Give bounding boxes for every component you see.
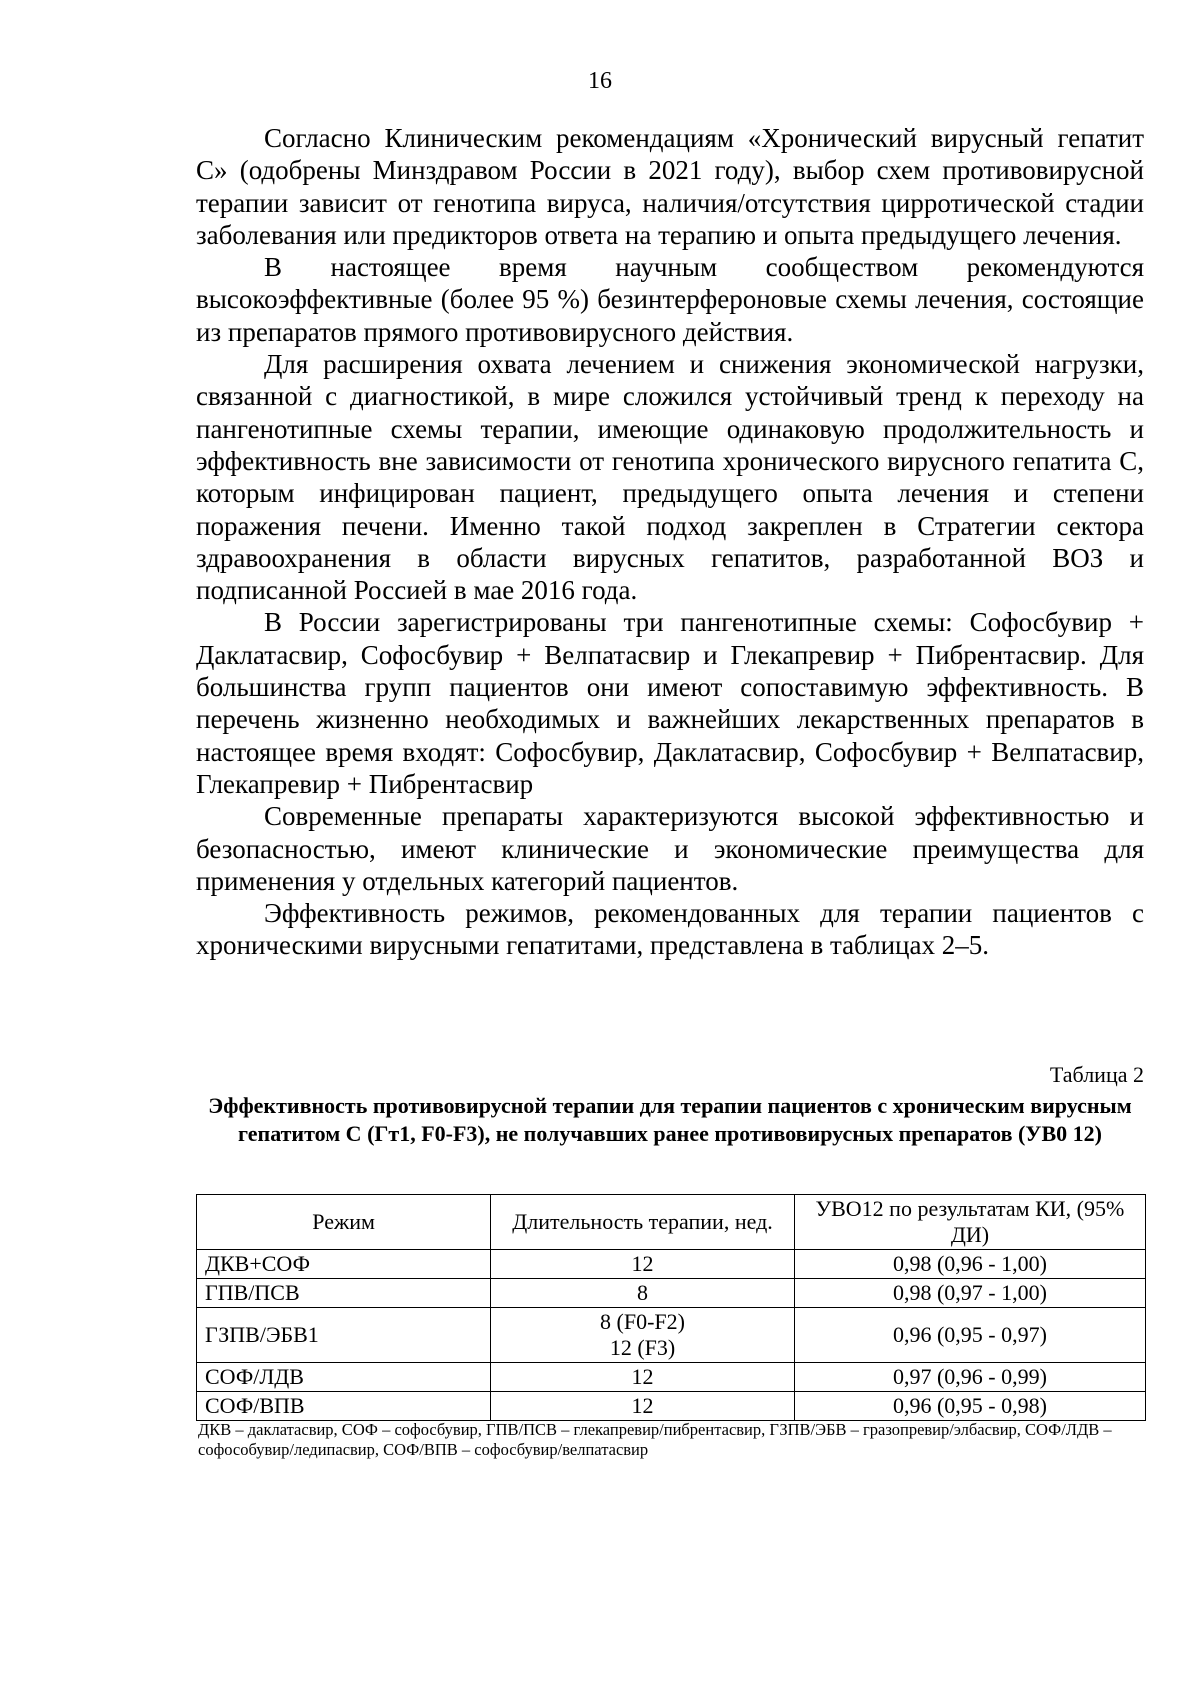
duration-line: 12 (F3) — [609, 1335, 676, 1360]
table-row — [197, 1363, 1146, 1392]
table-footnote: ДКВ – даклатасвир, СОФ – софосбувир, ГПВ/ПСВ – глекапревир/пибрентасвир, ГЗПВ/ЭБВ – гразопревир/элбасвир, СОФ/ЛДВ – софособувир/ледипасвир, СОФ/ВПВ – софосбувир/велпатасвир — [198, 1420, 1112, 1459]
body-text — [196, 122, 1144, 962]
duration-line: 12 — [631, 1251, 654, 1276]
table-header-row — [197, 1195, 1146, 1250]
efficacy-table — [196, 1194, 1146, 1421]
cell-svr: 0,98 (0,97 - 1,00) — [794, 1279, 1145, 1308]
cell-svr: 0,98 (0,96 - 1,00) — [794, 1250, 1145, 1279]
duration-line: 8 — [637, 1280, 649, 1305]
duration-line: 12 — [631, 1393, 654, 1418]
header-duration: Длительность терапии, нед. — [491, 1195, 795, 1250]
table-title: Эффективность противовирусной терапии для терапии пациентов с хроническим вирусным гепатитом С (Гт1, F0-F3), не получавших ранее противовирусных препаратов (УВ0 12) — [208, 1093, 1132, 1146]
duration-line: 12 — [631, 1364, 654, 1389]
cell-svr: 0,97 (0,96 - 0,99) — [794, 1363, 1145, 1392]
paragraph-5: Современные препараты характеризуются высокой эффективностью и безопасностью, имеют клинические и экономические преимущества для применения у отдельных категорий пациентов. — [196, 801, 1144, 896]
cell-duration — [491, 1308, 795, 1363]
table-row — [197, 1250, 1146, 1279]
cell-duration — [491, 1363, 795, 1392]
cell-duration — [491, 1250, 795, 1279]
table-row — [197, 1308, 1146, 1363]
cell-duration — [491, 1279, 795, 1308]
header-svr: УВО12 по результатам КИ, (95% ДИ) — [794, 1195, 1145, 1250]
paragraph-2: В настоящее время научным сообществом рекомендуются высокоэффективные (более 95 %) безинтерфероновые схемы лечения, состоящие из препаратов прямого противовирусного действия. — [196, 252, 1144, 347]
cell-regimen: ДКВ+СОФ — [197, 1250, 491, 1279]
cell-regimen: ГПВ/ПСВ — [197, 1279, 491, 1308]
paragraph-4: В России зарегистрированы три пангенотипные схемы: Софосбувир + Даклатасвир, Софосбувир + Велпатасвир и Глекапревир + Пибрентасвир. Для большинства групп пациентов они имеют сопоставимую эффективность. В перечень жизненно необходимых и важнейших лекарственных препаратов в настоящее время входят: Софосбувир, Даклатасвир, Софосбувир + Велпатасвир, Глекапревир + Пибрентасвир — [196, 607, 1144, 799]
cell-svr: 0,96 (0,95 - 0,97) — [794, 1308, 1145, 1363]
header-regimen: Режим — [197, 1195, 491, 1250]
cell-duration — [491, 1392, 795, 1421]
table-row — [197, 1392, 1146, 1421]
cell-regimen: СОФ/ЛДВ — [197, 1363, 491, 1392]
duration-line: 8 (F0-F2) — [600, 1309, 685, 1334]
cell-svr: 0,96 (0,95 - 0,98) — [794, 1392, 1145, 1421]
paragraph-1: Согласно Клиническим рекомендациям «Хронический вирусный гепатит С» (одобрены Минздравом России в 2021 году), выбор схем противовирусной терапии зависит от генотипа вируса, наличия/отсутствия цирротической стадии заболевания или предикторов ответа на терапию и опыта предыдущего лечения. — [196, 123, 1144, 250]
paragraph-6: Эффективность режимов, рекомендованных для терапии пациентов с хроническими вирусными гепатитами, представлена в таблицах 2–5. — [196, 898, 1144, 961]
table-label: Таблица 2 — [1049, 1062, 1144, 1087]
cell-regimen: ГЗПВ/ЭБВ1 — [197, 1308, 491, 1363]
table-body — [197, 1250, 1146, 1421]
paragraph-3: Для расширения охвата лечением и снижения экономической нагрузки, связанной с диагностикой, в мире сложился устойчивый тренд к переходу на пангенотипные схемы терапии, имеющие одинаковую продолжительность и эффективность вне зависимости от генотипа хронического вирусного гепатита С, которым инфицирован пациент, предыдущего опыта лечения и степени поражения печени. Именно такой подход закреплен в Стратегии сектора здравоохранения в области вирусных гепатитов, разработанной ВОЗ и подписанной Россией в мае 2016 года. — [196, 349, 1144, 606]
page-number: 16 — [588, 68, 612, 94]
cell-regimen: СОФ/ВПВ — [197, 1392, 491, 1421]
table-row — [197, 1279, 1146, 1308]
